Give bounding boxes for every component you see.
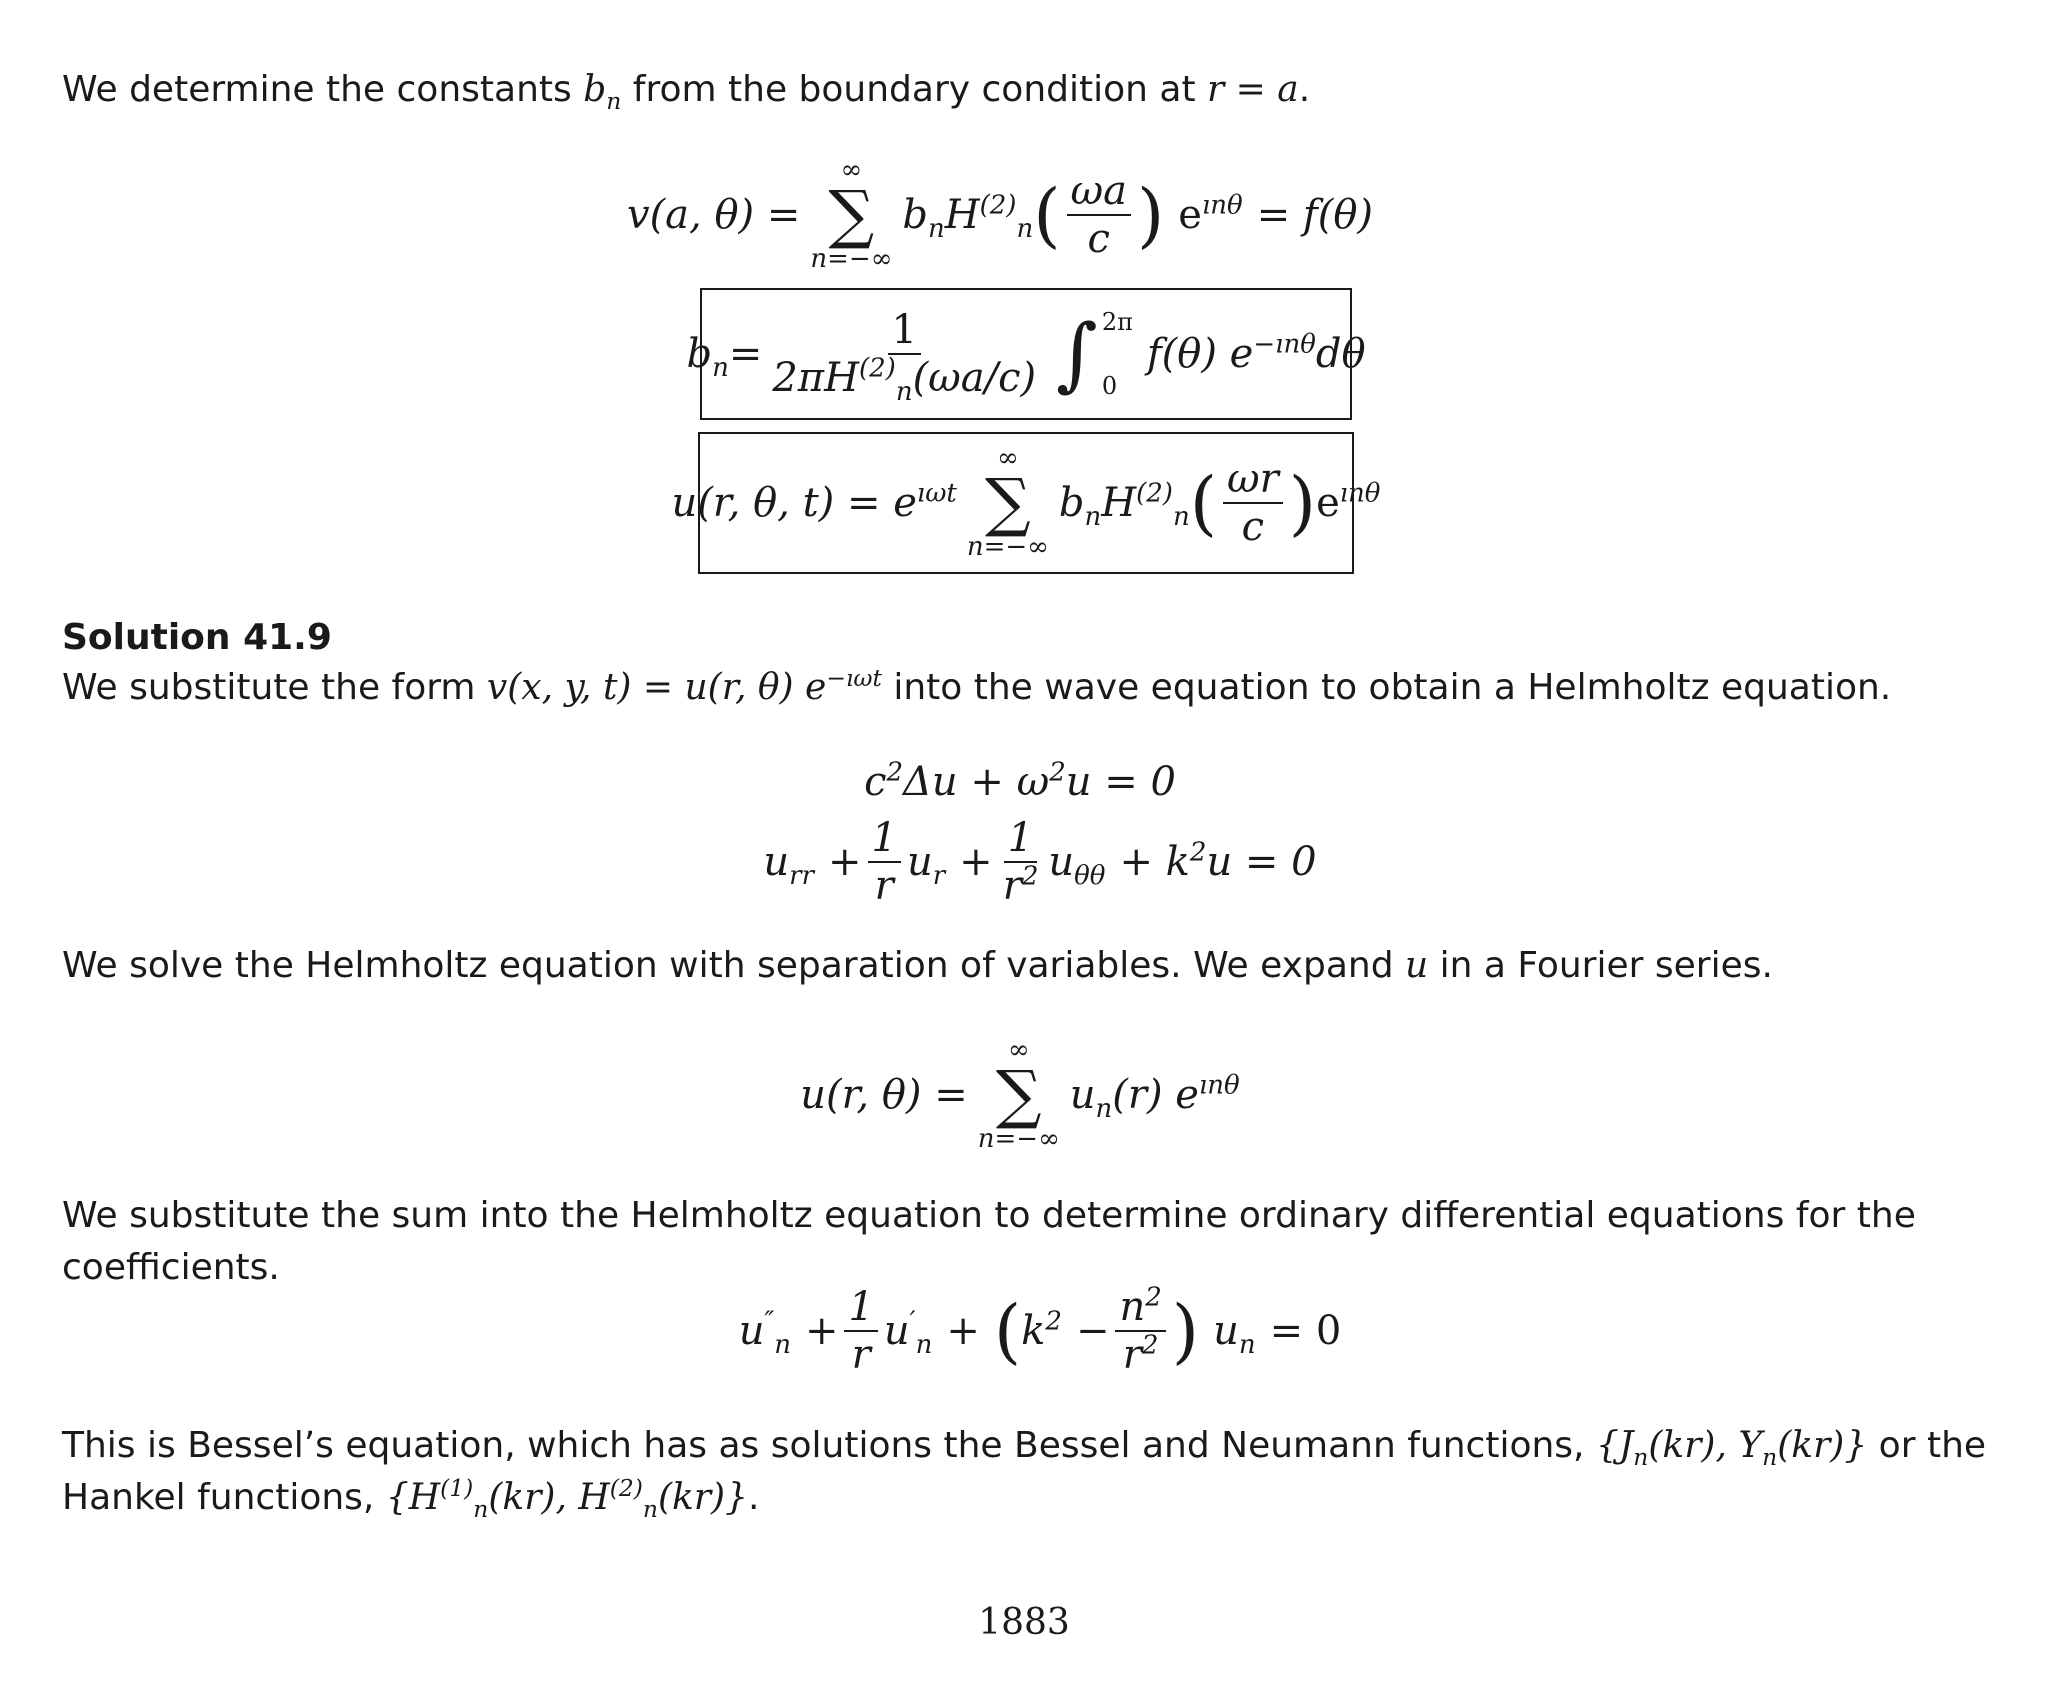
intro-text-2: from the boundary condition at xyxy=(621,69,1208,110)
paragraph-substitute-form: We substitute the form v(x, y, t) = u(r, θ) $e^{-ı\omega t}$ into the wave equation to obtain a Helmholtz equation. xyxy=(62,664,1892,708)
equation-u-boxed: u(r, θ, $t) = e^{ı\omega t}$ ∞ ∑ n=−∞ $b_n$ $H^{(2)}_n$ ( $\frac{\omega r}{c}$ ) $e^{ın\theta}$ xyxy=(698,432,1354,574)
sum-symbol: ∞ ∑ n=−∞ xyxy=(810,155,893,275)
equation-helmholtz-polar: $u_{rr}$ + $\frac{1}{r}$ $u_r$ + $\frac{1}{r^2}$ $u_{\theta\theta}$ + $k^2u = 0$ xyxy=(763,815,1317,909)
page-number: 1883 xyxy=(978,1602,1070,1643)
paragraph-bessel: This is Bessel’s equation, which has as solutions the Bessel and Neumann functions, {$J_n(kr)$, $Y_n(kr)$} or the Hankel functions, {$H^{(1)}_n(kr)$, $H^{(2)}_n(kr)$}. xyxy=(62,1425,1987,1524)
sum-symbol: ∞ ∑ n=−∞ xyxy=(966,443,1049,563)
sum-symbol: ∞ ∑ n=−∞ xyxy=(977,1035,1060,1155)
equation-bessel-ode: $u''_n$ + $\frac{1}{r}$ $u'_n$ + ( $k^2$ − $\frac{n^2}{r^2}$ ) $u_n$ = 0 xyxy=(738,1282,1342,1378)
equation-bn-boxed: $b_n$ = $\frac{1}{2\pi H^{(2)}_n(\omega a/c)}$ ∫ 2π 0 f(θ) $e^{-ın\theta}$ dθ xyxy=(700,288,1352,420)
integral-symbol: ∫ xyxy=(1056,307,1098,400)
solution-heading: Solution 41.9 xyxy=(62,617,332,658)
equation-boundary: v(a, θ) = ∞ ∑ n=−∞ $b_n$ $H^{(2)}_n$ ( $\frac{\omega a}{c}$ ) $e^{ın\theta}$ = f(θ) xyxy=(626,155,1374,275)
paragraph-substitute-sum: We substitute the sum into the Helmholtz equation to determine ordinary differential equations for the coefficients. xyxy=(62,1195,1916,1288)
intro-paragraph: We determine the constants $b_n$ from the boundary condition at r = a. xyxy=(62,69,1311,116)
equation-helmholtz: $c^2\Delta u + \omega^2u = 0$ xyxy=(864,757,1176,805)
intro-condition: r = a xyxy=(1207,69,1299,110)
equation-fourier-series: u(r, θ) = ∞ ∑ n=−∞ $u_n(r)$ $e^{ın\theta}$ xyxy=(800,1035,1240,1155)
intro-text: We determine the constants xyxy=(62,69,584,110)
intro-var: $b_n$ xyxy=(583,69,622,116)
paragraph-separation: We solve the Helmholtz equation with separation of variables. We expand u in a Fourier series. xyxy=(62,945,1773,986)
